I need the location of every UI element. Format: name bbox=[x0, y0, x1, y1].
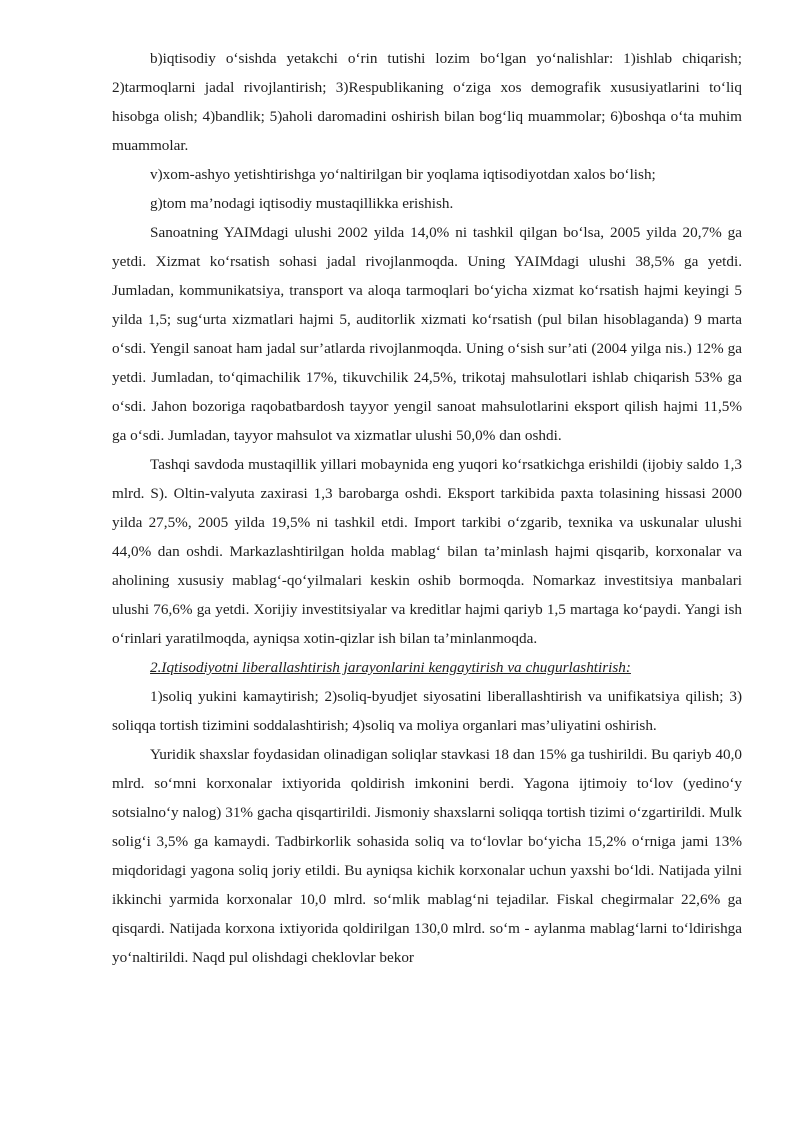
document-page bbox=[112, 44, 742, 972]
section-heading: 2.Iqtisodiyotni liberallashtirish jarayonlarini kengaytirish va chugurlashtirish: bbox=[150, 659, 631, 676]
paragraph-priority-directions: b)iqtisodiy o‘sishda yetakchi o‘rin tutishi lozim bo‘lgan yo‘nalishlar: 1)ishlab chiqarish; 2)tarmoqlarni jadal rivojlantirish; 3)Respublikaning o‘ziga xos demografik xususiyatlarini to‘liq hisobga olish; 4)bandlik; 5)aholi daromadini oshirish bilan bog‘liq muammolar; 6)boshqa o‘ta muhim muammolar. bbox=[112, 50, 742, 154]
paragraph-industry-share: Sanoatning YAIMdagi ulushi 2002 yilda 14,0% ni tashkil qilgan bo‘lsa, 2005 yilda 20,7% ga yetdi. Xizmat ko‘rsatish sohasi jadal rivojlanmoqda. Uning YAIMdagi ulushi 38,5% ga yetdi. Jumladan, kommunikatsiya, transport va aloqa tarmoqlari bo‘yicha xizmat ko‘rsatish hajmi keyingi 5 yilda 1,5; sug‘urta xizmatlari hajmi 5, auditorlik xizmati ko‘rsatish (pul bilan hisoblaganda) 9 marta o‘sdi. Yengil sanoat ham jadal sur’atlarda rivojlanmoqda. Uning o‘sish sur’ati (2004 yilga nis.) 12% ga yetdi. Jumladan, to‘qimachilik 17%, tikuvchilik 24,5%, trikotaj mahsulotlari ishlab chiqarish 53% ga o‘sdi. Jahon bozoriga raqobatbardosh tayyor yengil sanoat mahsulotlarini eksport qilish hajmi 11,5% ga o‘sdi. Jumladan, tayyor mahsulot va xizmatlar ulushi 50,0% dan oshdi. bbox=[112, 224, 742, 444]
paragraph-economic-independence: g)tom ma’nodagi iqtisodiy mustaqillikka erishish. bbox=[150, 195, 454, 212]
paragraph-raw-materials: v)xom-ashyo yetishtirishga yo‘naltirilgan bir yoqlama iqtisodiyotdan xalos bo‘lish; bbox=[150, 166, 656, 183]
paragraph-tax-reform-list: 1)soliq yukini kamaytirish; 2)soliq-byudjet siyosatini liberallashtirish va unifikatsiya qilish; 3) soliqqa tortish tizimini soddalashtirish; 4)soliq va moliya organlari mas’uliyatini oshirish. bbox=[112, 688, 742, 734]
paragraph-foreign-trade: Tashqi savdoda mustaqillik yillari mobaynida eng yuqori ko‘rsatkichga erishildi (ijobiy saldo 1,3 mlrd. S). Oltin-valyuta zaxirasi 1,3 barobarga oshdi. Eksport tarkibida paxta tolasining hissasi 2000 yilda 27,5%, 2005 yilda 19,5% ni tashkil etdi. Import tarkibi o‘zgarib, texnika va uskunalar ulushi 44,0% dan oshdi. Markazlashtirilgan holda mablag‘ bilan ta’minlash hajmi qisqarib, korxonalar va aholining xususiy mablag‘-qo‘yilmalari keskin oshib bormoqda. Nomarkaz investitsiya manbalari ulushi 76,6% ga yetdi. Xorijiy investitsiyalar va kreditlar hajmi qariyb 1,5 martaga ko‘paydi. Yangi ish o‘rinlari yaratilmoqda, ayniqsa xotin-qizlar ish bilan ta’minlanmoqda. bbox=[112, 456, 742, 647]
paragraph-tax-rates: Yuridik shaxslar foydasidan olinadigan soliqlar stavkasi 18 dan 15% ga tushirildi. Bu qariyb 40,0 mlrd. so‘mni korxonalar ixtiyorida qoldirish imkonini berdi. Yagona ijtimoiy to‘lov (yedino‘y sotsialno‘y nalog) 31% gacha qisqartirildi. Jismoniy shaxslarni soliqqa tortish tizimi o‘zgartirildi. Mulk solig‘i 3,5% ga kamaydi. Tadbirkorlik sohasida soliq va to‘lovlar bo‘yicha 15,2% o‘rniga jami 13% miqdoridagi yagona soliq joriy etildi. Bu ayniqsa kichik korxonalar uchun yaxshi bo‘ldi. Natijada yilni ikkinchi yarmida korxonalar 10,0 mlrd. so‘mlik mablag‘ni tejadilar. Fiskal chegirmalar 22,6% ga qisqardi. Natijada korxona ixtiyorida qoldirilgan 130,0 mlrd. so‘m - aylanma mablag‘larni to‘ldirishga yo‘naltirildi. Naqd pul olishdagi cheklovlar bekor bbox=[112, 746, 742, 966]
